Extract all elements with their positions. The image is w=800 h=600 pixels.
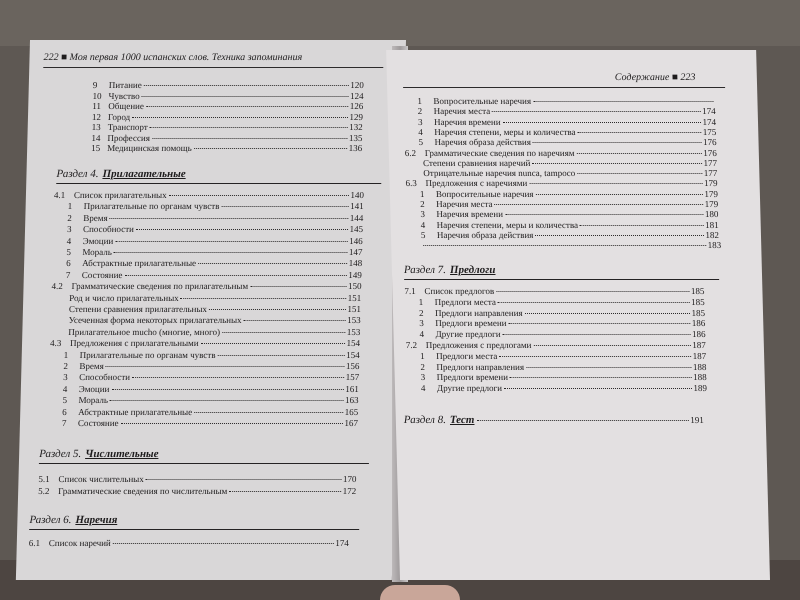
page-number: 141 xyxy=(350,201,364,212)
leader-dots xyxy=(152,138,347,139)
entry-number: 4.1 xyxy=(53,190,66,200)
section7-prefix: Раздел 7. xyxy=(403,264,447,276)
section8-name: Тест xyxy=(449,414,475,426)
page-number: 187 xyxy=(692,340,706,350)
section6-name: Наречия xyxy=(75,514,118,526)
entry-number: 4.3 xyxy=(49,338,62,349)
toc-row xyxy=(420,209,718,219)
toc-row xyxy=(418,117,716,127)
leader-dots xyxy=(250,286,346,287)
toc-row xyxy=(418,137,716,147)
section4-name: Прилагательные xyxy=(102,168,186,180)
toc-row xyxy=(418,106,716,116)
section6-rule xyxy=(29,529,359,530)
toc-row xyxy=(92,101,363,111)
entry-number: 3 xyxy=(420,209,426,220)
left-page xyxy=(16,40,406,580)
entry-number: 4.2 xyxy=(51,281,63,292)
page-number: 146 xyxy=(349,235,363,246)
toc-row xyxy=(419,318,705,328)
entry-number: 7 xyxy=(61,418,67,428)
leader-dots xyxy=(510,377,691,378)
page-number: 167 xyxy=(344,418,359,428)
leader-dots xyxy=(121,423,343,424)
entry-title: Время xyxy=(83,212,108,223)
entry-number: 3 xyxy=(417,116,423,127)
toc-row xyxy=(419,308,705,318)
toc-row xyxy=(62,407,358,417)
page-number: 136 xyxy=(348,143,363,153)
page-number: 157 xyxy=(345,372,360,383)
leader-dots xyxy=(201,343,345,344)
page-number: 172 xyxy=(342,486,357,496)
toc-row xyxy=(423,168,717,178)
entry-title: Время xyxy=(79,361,104,371)
page-number: 176 xyxy=(703,147,717,158)
right-page xyxy=(386,50,770,580)
section4-prefix: Раздел 4. xyxy=(56,168,99,180)
leader-dots xyxy=(110,400,343,401)
section5-prefix: Раздел 5. xyxy=(39,448,82,460)
hand xyxy=(380,585,460,600)
entry-number: 7 xyxy=(65,269,71,280)
page-number: 154 xyxy=(346,349,360,360)
page-number: 126 xyxy=(349,101,364,111)
entry-number: 3 xyxy=(66,224,72,235)
toc-row xyxy=(92,91,363,101)
toc-row xyxy=(51,281,361,291)
toc-row xyxy=(69,293,361,303)
toc-row xyxy=(69,315,361,325)
page-number: 151 xyxy=(347,292,362,303)
entry-title: Предлоги времени xyxy=(436,372,509,383)
section7-heading xyxy=(404,264,496,276)
leader-dots xyxy=(533,101,713,102)
entry-number: 6 xyxy=(62,406,67,417)
page-number: 132 xyxy=(349,122,363,132)
entry-number: 4 xyxy=(420,219,426,230)
toc-row xyxy=(66,258,362,268)
leader-dots xyxy=(110,218,348,219)
leader-dots xyxy=(496,291,689,292)
entry-number: 10 xyxy=(92,90,102,101)
entry-title: Состояние xyxy=(81,269,123,280)
leader-dots xyxy=(181,298,346,299)
header-rule xyxy=(403,87,725,88)
leader-dots xyxy=(526,367,691,368)
toc-row xyxy=(406,340,706,350)
entry-title: Общение xyxy=(108,101,145,111)
leader-dots xyxy=(535,194,702,195)
section8-page: 191 xyxy=(690,415,704,425)
toc-row xyxy=(423,158,717,168)
toc-row xyxy=(67,236,363,246)
entry-number: 5 xyxy=(62,395,68,406)
entry-title: Предлоги места xyxy=(434,296,497,307)
entry-title: Список числительных xyxy=(58,474,144,484)
entry-number: 6 xyxy=(66,258,71,269)
entry-title: Грамматические сведения по прилагательным xyxy=(71,281,249,292)
page-number: 174 xyxy=(702,116,717,127)
toc-row xyxy=(92,112,363,122)
leader-dots xyxy=(198,263,347,264)
entry-number: 5 xyxy=(418,137,424,148)
entry-number: 9 xyxy=(92,80,98,90)
leader-dots xyxy=(498,302,689,303)
leader-dots xyxy=(106,366,344,367)
page-number: 185 xyxy=(690,286,705,296)
page-number: 186 xyxy=(691,329,706,340)
toc-row xyxy=(63,384,359,394)
entry-title: Наречия образа действия xyxy=(436,229,534,240)
entry-title: Вопросительные наречия xyxy=(433,96,532,106)
toc-row xyxy=(420,189,718,199)
entry-number: 5.2 xyxy=(38,486,50,496)
toc-row xyxy=(67,213,363,223)
entry-title: Чувство xyxy=(108,90,140,101)
toc-row xyxy=(66,270,362,280)
entry-number: 13 xyxy=(91,122,101,132)
page-number: 185 xyxy=(691,307,706,318)
entry-title: Транспорт xyxy=(107,122,148,132)
entry-title: Наречия степени, меры и количества xyxy=(436,219,579,230)
page-number: 177 xyxy=(703,157,718,168)
toc-row xyxy=(93,80,364,90)
toc-row xyxy=(420,199,718,209)
leader-dots xyxy=(124,275,346,276)
entry-number: 4 xyxy=(62,383,68,394)
entry-number: 1 xyxy=(63,349,69,360)
page-number: 153 xyxy=(347,315,361,326)
entry-title: Прилагательные по органам чувств xyxy=(79,349,216,360)
entry-title: Эмоции xyxy=(82,235,114,246)
entry-title: Состояние xyxy=(77,418,119,428)
entry-number: 2 xyxy=(418,307,424,318)
toc-row xyxy=(418,127,716,137)
toc-row xyxy=(91,143,362,153)
entry-title: Прилагательные по органам чувств xyxy=(83,201,220,212)
toc-row xyxy=(54,190,364,200)
page-number: 187 xyxy=(692,350,707,361)
leader-dots xyxy=(529,183,702,184)
page-number: 129 xyxy=(349,111,364,122)
page-number: 177 xyxy=(703,168,718,179)
entry-number: 4 xyxy=(66,235,72,246)
page-number: 149 xyxy=(348,269,362,280)
leader-dots xyxy=(209,309,345,310)
leader-dots xyxy=(244,320,346,321)
entry-title: Род и число прилагательных xyxy=(69,292,179,303)
entry-title: Мораль xyxy=(78,395,109,406)
leader-dots xyxy=(142,96,348,97)
section4-rule xyxy=(56,183,381,184)
header-rule xyxy=(43,67,383,68)
entry-title: Медицинская помощь xyxy=(107,143,192,153)
page-number: 189 xyxy=(693,383,708,394)
toc-row xyxy=(29,538,349,548)
toc-row xyxy=(421,220,719,230)
page-number: 179 xyxy=(704,188,719,199)
leader-dots xyxy=(505,214,703,215)
entry-number: 2 xyxy=(63,361,69,371)
entry-title: Список наречий xyxy=(48,538,111,548)
leader-dots xyxy=(222,332,345,333)
entry-title: Прилагательное mucho (многие, много) xyxy=(68,326,221,337)
page-number: 180 xyxy=(704,209,719,220)
entry-title: Степени сравнения наречий xyxy=(422,157,531,168)
leader-dots xyxy=(150,127,347,128)
entry-number: 1 xyxy=(419,188,425,199)
page-number: 179 xyxy=(703,178,718,189)
left-page-header: 222 ■ Моя первая 1000 испанских слов. Техника запоминания xyxy=(43,52,303,63)
section5-rule xyxy=(39,463,369,464)
page-number: 151 xyxy=(347,304,362,314)
entry-title: Город xyxy=(107,111,131,122)
entry-number: 15 xyxy=(91,143,101,153)
page-number: 170 xyxy=(342,474,357,484)
toc-row xyxy=(419,329,705,339)
entry-title: Наречия места xyxy=(433,106,491,117)
page-number: 188 xyxy=(692,361,707,372)
section7-rule xyxy=(404,279,719,280)
leader-dots xyxy=(194,148,347,149)
leader-dots xyxy=(146,106,348,107)
leader-dots xyxy=(495,204,703,205)
entry-title: Предложения с предлогами xyxy=(425,340,532,350)
section6-heading xyxy=(29,514,117,526)
entry-number: 5 xyxy=(66,247,72,257)
page-number: 176 xyxy=(702,137,717,148)
section7-name: Предлоги xyxy=(449,264,496,276)
entry-title: Предлоги направления xyxy=(436,361,525,372)
toc-row xyxy=(62,395,358,405)
entry-number: 1 xyxy=(67,201,73,212)
page-number: 135 xyxy=(348,132,363,143)
page-number: 174 xyxy=(702,106,716,117)
entry-number: 3 xyxy=(63,372,68,383)
toc-row xyxy=(404,286,704,296)
toc-row xyxy=(421,230,719,240)
toc-row xyxy=(420,351,706,361)
entry-title: Грамматические сведения по наречиям xyxy=(424,147,575,158)
entry-number: 14 xyxy=(91,132,101,143)
leader-dots xyxy=(525,313,690,314)
leader-dots xyxy=(115,241,347,242)
page-number: 140 xyxy=(350,190,365,200)
leader-dots xyxy=(111,389,343,390)
entry-number: 2 xyxy=(417,106,423,117)
entry-number: 1 xyxy=(418,296,424,307)
entry-title: Наречия времени xyxy=(436,209,504,220)
entry-title: Другие предлоги xyxy=(436,383,503,394)
page-number: 148 xyxy=(348,258,363,269)
toc-row xyxy=(68,201,364,211)
entry-title: Список прилагательных xyxy=(73,190,167,200)
leader-dots xyxy=(221,206,348,207)
toc-row xyxy=(405,148,717,158)
page-number: 186 xyxy=(691,318,706,329)
right-page-header: Содержание ■ 223 xyxy=(614,72,696,83)
entry-number: 2 xyxy=(67,212,72,223)
entry-title: Предлоги места xyxy=(435,350,498,361)
entry-number: 6.1 xyxy=(28,538,41,548)
entry-title: Другие предлоги xyxy=(435,329,501,340)
entry-title: Мораль xyxy=(82,247,113,257)
page-number: 147 xyxy=(348,247,363,257)
entry-title: Способности xyxy=(82,224,135,235)
entry-title: Абстрактные прилагательные xyxy=(82,258,197,269)
entry-title: Степени сравнения прилагательных xyxy=(68,304,208,314)
entry-number: 1 xyxy=(419,350,425,361)
leader-dots xyxy=(132,117,347,118)
page-number: 144 xyxy=(349,212,364,223)
page-number: 182 xyxy=(705,229,720,240)
page-number: 163 xyxy=(344,395,359,406)
leader-dots xyxy=(535,235,703,236)
toc-row xyxy=(38,474,356,484)
entry-number: 4 xyxy=(420,383,426,394)
entry-title: Список предлогов xyxy=(424,286,495,296)
toc-row xyxy=(417,96,715,106)
entry-number: 12 xyxy=(91,111,102,122)
entry-title: Отрицательные наречия nunca, tampoco xyxy=(423,168,576,179)
entry-number: 3 xyxy=(419,318,424,329)
section6-prefix: Раздел 6. xyxy=(29,514,72,526)
page-number: 161 xyxy=(345,383,359,394)
right-top-last-row xyxy=(421,240,721,250)
toc-row xyxy=(64,350,360,360)
page-number: 185 xyxy=(691,296,705,307)
toc-row xyxy=(67,224,363,234)
entry-title: Предлоги времени xyxy=(435,318,507,329)
page-number: 120 xyxy=(350,80,364,90)
page-number: 150 xyxy=(347,281,362,292)
entry-number: 5.1 xyxy=(38,474,50,484)
entry-number: 2 xyxy=(420,199,425,209)
leader-dots xyxy=(144,85,349,86)
leader-dots xyxy=(533,345,690,346)
section5-name: Числительные xyxy=(85,448,159,460)
toc-row xyxy=(421,372,707,382)
entry-number: 2 xyxy=(420,361,426,372)
leader-dots xyxy=(509,323,690,324)
entry-title: Наречия образа действия xyxy=(434,137,532,148)
toc-row xyxy=(38,486,356,496)
toc-row xyxy=(63,361,359,371)
leader-dots xyxy=(492,111,700,112)
entry-title: Предлоги направления xyxy=(434,307,523,318)
toc-row xyxy=(68,327,360,337)
page-number: 179 xyxy=(704,199,719,209)
entry-number: 3 xyxy=(420,372,426,383)
entry-title: Грамматические сведения по числительным xyxy=(58,486,228,496)
entry-number: 4 xyxy=(418,126,423,137)
page-number: 181 xyxy=(705,219,719,230)
leader-dots xyxy=(194,412,343,413)
entry-title: Наречия времени xyxy=(433,116,501,127)
leader-dots xyxy=(578,132,701,133)
entry-title: Эмоции xyxy=(78,383,110,394)
section4-heading xyxy=(56,168,186,180)
page-number: 153 xyxy=(346,326,361,337)
leader-dots xyxy=(532,163,701,164)
entry-title: Предложения с наречиями xyxy=(425,178,528,189)
entry-title: Наречия степени, меры и количества xyxy=(434,126,576,137)
entry-number: 6.2 xyxy=(404,147,417,158)
toc-row xyxy=(91,133,362,143)
page-number: 145 xyxy=(349,224,364,235)
page-number: 183 xyxy=(707,240,722,250)
section8-row xyxy=(404,414,704,426)
page-number: 156 xyxy=(345,361,360,371)
page-number: 154 xyxy=(346,338,361,349)
toc-row xyxy=(405,178,717,188)
leader-dots xyxy=(229,491,340,492)
entry-title: Питание xyxy=(108,80,142,90)
leader-dots xyxy=(503,334,690,335)
entry-title: Вопросительные наречия xyxy=(435,188,534,199)
toc-row xyxy=(420,362,706,372)
leader-dots xyxy=(504,388,691,389)
leader-dots xyxy=(132,377,344,378)
entry-title: Усеченная форма некоторых прилагательных xyxy=(68,315,242,326)
page-number: 165 xyxy=(344,406,359,417)
entry-number: 7.2 xyxy=(405,340,418,350)
leader-dots xyxy=(218,355,345,356)
toc-row xyxy=(62,418,358,428)
toc-row xyxy=(69,304,361,314)
leader-dots xyxy=(580,225,703,226)
leader-dots xyxy=(503,122,701,123)
entry-number: 4 xyxy=(419,329,425,340)
toc-row xyxy=(63,372,359,382)
entry-number: 5 xyxy=(420,229,426,240)
entry-number: 11 xyxy=(92,101,102,111)
page-number: 188 xyxy=(693,372,707,383)
toc-row xyxy=(419,297,705,307)
page-number: 174 xyxy=(335,538,349,548)
page-number: 124 xyxy=(349,90,364,101)
entry-title: Предложения с прилагательными xyxy=(69,338,199,349)
section5-heading xyxy=(39,448,159,460)
entry-title: Наречия места xyxy=(436,199,493,209)
toc-row xyxy=(92,122,363,132)
leader-dots xyxy=(114,252,347,253)
leader-dots xyxy=(136,229,348,230)
leader-dots xyxy=(113,543,334,544)
leader-dots xyxy=(169,195,349,196)
entry-number: 6.3 xyxy=(405,178,417,189)
entry-title: Способности xyxy=(79,372,131,383)
page-number: 175 xyxy=(702,126,717,137)
leader-dots xyxy=(533,142,701,143)
entry-number: 7.1 xyxy=(404,286,416,296)
leader-dots xyxy=(576,153,701,154)
entry-title: Профессия xyxy=(107,132,151,143)
entry-number: 1 xyxy=(417,96,423,106)
toc-row xyxy=(50,338,360,348)
leader-dots xyxy=(476,420,688,421)
toc-row xyxy=(421,383,707,393)
leader-dots xyxy=(499,356,690,357)
leader-dots xyxy=(577,173,702,174)
leader-dots xyxy=(423,245,706,246)
entry-title: Абстрактные прилагательные xyxy=(78,406,193,417)
section8-prefix: Раздел 8. xyxy=(403,414,447,426)
toc-row xyxy=(66,247,362,257)
leader-dots xyxy=(146,479,341,480)
